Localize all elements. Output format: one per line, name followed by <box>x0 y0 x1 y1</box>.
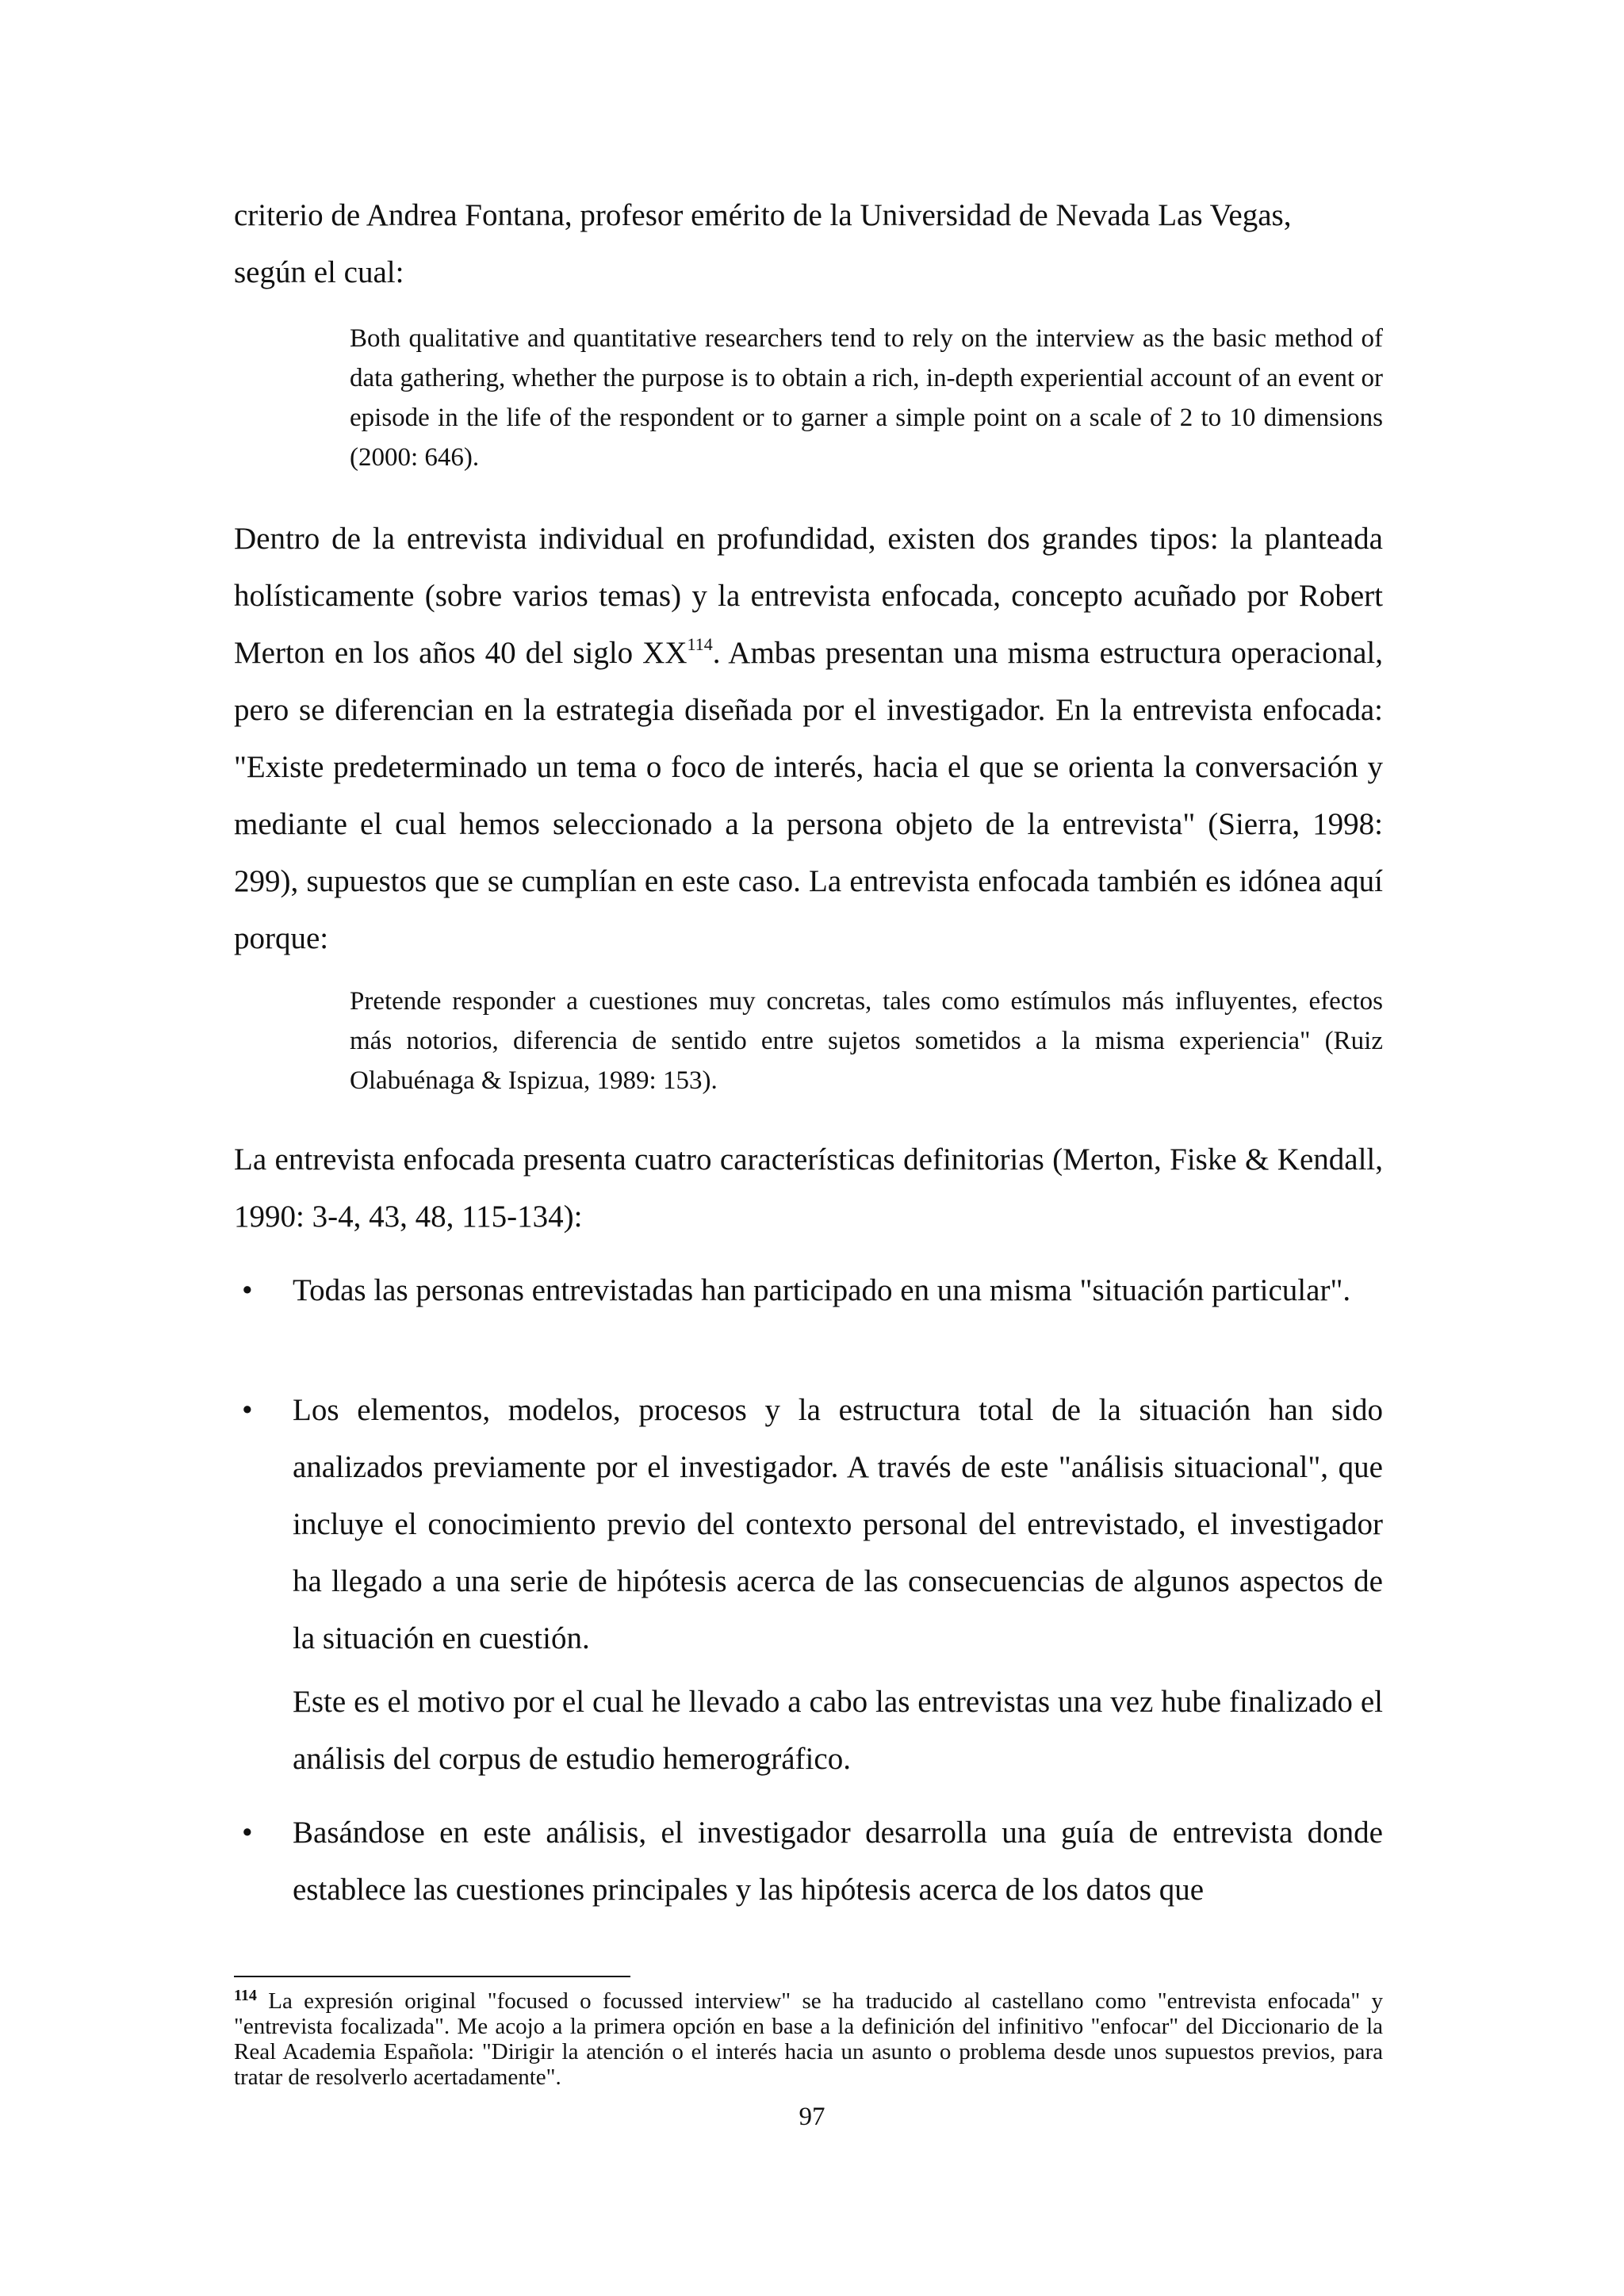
footnote-114 <box>234 1988 1383 2090</box>
intro-line-1: criterio de Andrea Fontana, profesor emérito de la Universidad de Nevada Las Vegas, <box>234 198 1292 232</box>
paragraph-entrevista-tipos <box>234 511 1383 967</box>
block-quote-fontana: Both qualitative and quantitative researchers tend to rely on the interview as the basic method of data gathering, whether the purpose is to obtain a rich, in-depth experiential account of an event or episode in the life of the respondent or to garner a simple point on a scale of 2 to 10 dimensions (2000: 646). <box>350 324 1383 472</box>
intro-line-2: según el cual: <box>234 255 404 289</box>
block-quote-ruiz: Pretende responder a cuestiones muy concretas, tales como estímulos más influyentes, efectos más notorios, diferencia de sentido entre sujetos sometidos a la misma experiencia" (Ruiz Olabuénaga & Ispizua, 1989: 153). <box>350 987 1383 1095</box>
paragraph-text-part-2: . Ambas presentan una misma estructura operacional, pero se diferencian en la estrategia diseñada por el investigador. En la entrevista enfocada: "Existe predeterminado un tema o foco de interés, hacia el que se orienta la conversación y mediante el cual hemos seleccionado a la persona objeto de la entrevista" (Sierra, 1998: 299), supuestos que se cumplían en este caso. La entrevista enfocada también es idónea aquí porque: <box>234 636 1383 955</box>
page-number: 97 <box>799 2103 825 2131</box>
paragraph-text-part-1: Dentro de la entrevista individual en profundidad, existen dos grandes tipos: la planteada holísticamente (sobre varios temas) y la entrevista enfocada, concepto acuñado por Robert Merton en los años 40 del siglo XX <box>234 522 1383 670</box>
bullet-item-1: Todas las personas entrevistadas han participado en una misma "situación particular". <box>293 1273 1351 1307</box>
footnote-number: 114 <box>234 1987 257 2004</box>
bullet-marker-2: • <box>242 1393 253 1427</box>
footnote-divider <box>234 1976 630 1977</box>
footnote-text: La expresión original "focused o focussed interview" se ha traducido al castellano como "entrevista enfocada" y "entrevista focalizada". Me acojo a la primera opción en base a la definición del infinitivo "enfocar" del Diccionario de la Real Academia Española: "Dirigir la atención o el interés hacia un asunto o problema desde unos supuestos previos, para tratar de resolverlo acertadamente". <box>234 1988 1383 2090</box>
intro-paragraph <box>234 187 1383 301</box>
footnote-reference[interactable]: 114 <box>687 634 713 654</box>
bullet-marker-3: • <box>242 1816 253 1850</box>
bullet-marker-1: • <box>242 1273 253 1307</box>
paragraph-caracteristicas: La entrevista enfocada presenta cuatro características definitorias (Merton, Fiske & Kendall, 1990: 3-4, 43, 48, 115-134): <box>234 1142 1383 1234</box>
bullet-item-2-continuation: Este es el motivo por el cual he llevado a cabo las entrevistas una vez hube finalizado el análisis del corpus de estudio hemerográfico. <box>293 1685 1383 1776</box>
bullet-item-2: Los elementos, modelos, procesos y la estructura total de la situación han sido analizados previamente por el investigador. A través de este "análisis situacional", que incluye el conocimiento previo del contexto personal del entrevistado, el investigador ha llegado a una serie de hipótesis acerca de las consecuencias de algunos aspectos de la situación en cuestión. <box>293 1393 1383 1655</box>
bullet-item-3: Basándose en este análisis, el investigador desarrolla una guía de entrevista donde establece las cuestiones principales y las hipótesis acerca de los datos que <box>293 1816 1383 1907</box>
